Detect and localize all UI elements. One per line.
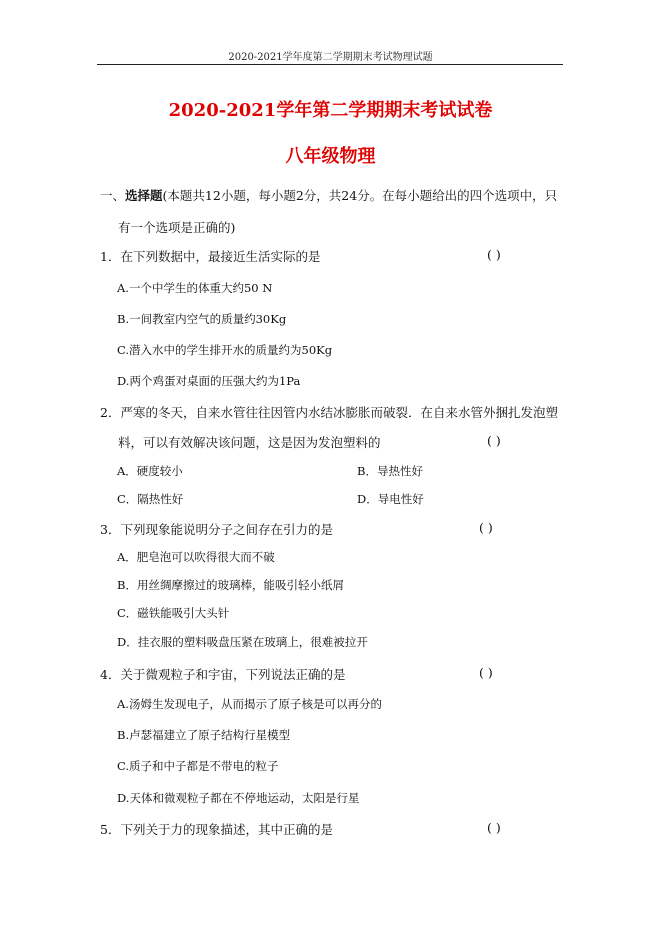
question-2-stem-cont: 料，可以有效解决该问题，这是因为发泡塑料的 <box>118 435 381 450</box>
question-2-option-a: A．硬度较小 <box>117 464 183 478</box>
section-heading <box>100 186 557 204</box>
header-rule <box>97 64 563 65</box>
question-4-option-d: D.天体和微观粒子都在不停地运动，太阳是行星 <box>117 791 360 805</box>
section-prefix: 一、 <box>100 188 126 203</box>
answer-bracket: ( ) <box>479 665 493 680</box>
question-3-option-a: A．肥皂泡可以吹得很大而不破 <box>117 550 275 564</box>
answer-bracket: ( ) <box>487 433 501 448</box>
question-3-option-d: D．挂衣服的塑料吸盘压紧在玻璃上，很难被拉开 <box>117 635 368 649</box>
answer-bracket: ( ) <box>487 820 501 835</box>
exam-subtitle: 八年级物理 <box>285 146 376 167</box>
section-desc-cont: 有一个选项是正确的) <box>118 220 236 235</box>
question-2-option-b: B．导热性好 <box>357 464 423 478</box>
exam-title: 2020-2021学年第二学期期末考试试卷 <box>168 100 493 121</box>
question-3-option-c: C．磁铁能吸引大头针 <box>117 606 230 620</box>
question-2-option-c: C．隔热性好 <box>117 492 184 506</box>
question-2-stem: 2．严寒的冬天，自来水管往往因管内水结冰膨胀而破裂．在自来水管外捆扎发泡塑 <box>100 405 558 420</box>
question-1-option-d: D.两个鸡蛋对桌面的压强大约为1Pa <box>117 374 301 388</box>
section-desc: (本题共12小题，每小题2分，共24分。在每小题给出的四个选项中，只 <box>162 188 558 203</box>
question-2-option-d: D．导电性好 <box>357 492 424 506</box>
question-4-stem: 4．关于微观粒子和宇宙，下列说法正确的是 <box>100 667 346 682</box>
question-4-option-b: B.卢瑟福建立了原子结构行星模型 <box>117 728 291 742</box>
question-4-option-a: A.汤姆生发现电子，从而揭示了原子核是可以再分的 <box>117 697 382 711</box>
question-1-option-c: C.潜入水中的学生排开水的质量约为50Kg <box>117 343 333 357</box>
page-header: 2020-2021学年度第二学期期末考试物理试题 <box>228 52 433 63</box>
question-4-option-c: C.质子和中子都是不带电的粒子 <box>117 759 279 773</box>
question-3-option-b: B．用丝绸摩擦过的玻璃棒，能吸引轻小纸屑 <box>117 578 344 592</box>
question-5-stem: 5．下列关于力的现象描述，其中正确的是 <box>100 822 333 837</box>
question-1-option-b: B.一间教室内空气的质量约30Kg <box>117 312 287 326</box>
question-3-stem: 3．下列现象能说明分子之间存在引力的是 <box>100 522 333 537</box>
question-1-stem: 1．在下列数据中，最接近生活实际的是 <box>100 249 321 264</box>
question-1-option-a: A.一个中学生的体重大约50 N <box>117 281 273 295</box>
section-name: 选择题 <box>125 188 163 203</box>
answer-bracket: ( ) <box>487 247 501 262</box>
answer-bracket: ( ) <box>479 520 493 535</box>
